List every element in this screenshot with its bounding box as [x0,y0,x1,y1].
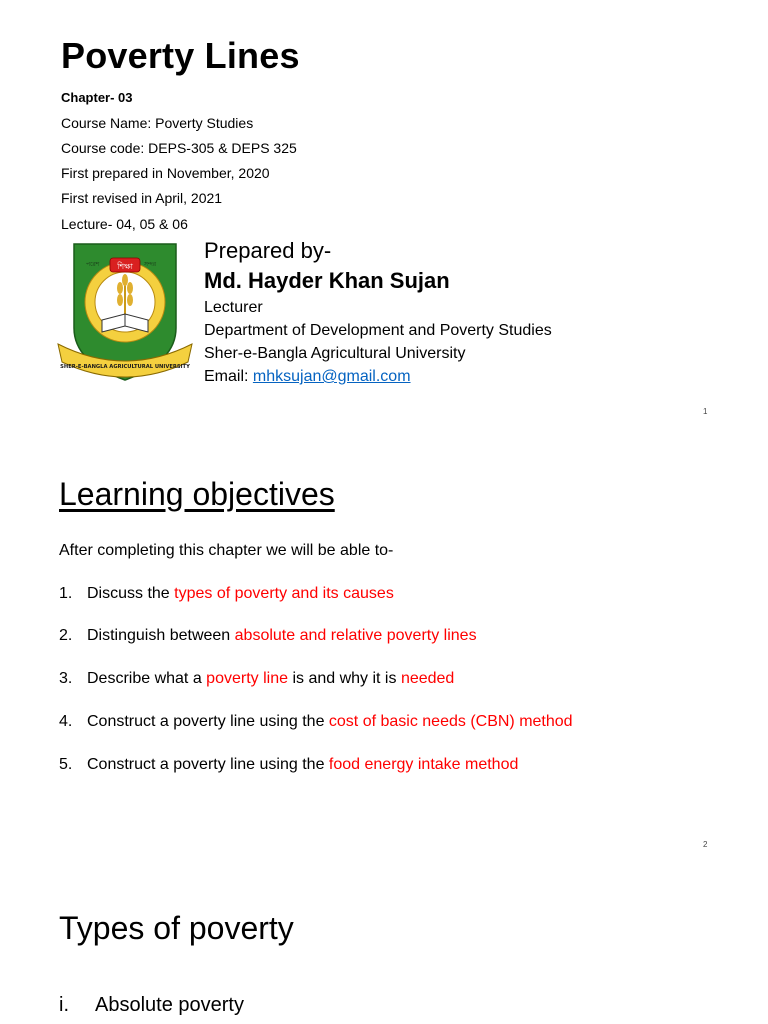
objective-item [59,627,477,645]
poverty-type-number: i. [59,994,69,1016]
objective-highlight: cost of basic needs (CBN) method [328,713,573,730]
objective-item [59,756,518,774]
objective-text: Construct a poverty line using the [87,756,329,773]
prepared-by-label: Prepared by- [204,238,332,263]
course-code: Course code: DEPS-305 & DEPS 325 [61,140,297,156]
objective-item [59,713,573,731]
course-name: Course Name: Poverty Studies [61,115,254,131]
poverty-type-item [59,994,244,1017]
section-heading: Types of poverty [59,910,294,946]
objective-number: 3. [59,670,73,687]
logo-banner-text: শিক্ষা [117,262,133,271]
slide-title: Poverty Lines [61,35,300,76]
revised-date: First revised in April, 2021 [61,190,223,206]
author-name: Md. Hayder Khan Sujan [204,268,450,293]
page-number: 2 [703,840,708,849]
objective-number: 4. [59,713,73,730]
poverty-type-label: Absolute poverty [95,994,244,1016]
email-link[interactable]: mhksujan@gmail.com [252,368,411,385]
chapter-label: Chapter- 03 [61,90,133,105]
objective-number: 1. [59,585,73,602]
logo-top-left-text: পরেশ [86,261,100,268]
author-department: Department of Development and Poverty Studies [204,322,552,339]
objective-highlight: types of poverty and its causes [174,585,394,602]
objective-highlight: poverty line [206,670,288,687]
author-email-line [204,368,411,386]
email-label: Email: [204,368,253,385]
author-position: Lecturer [204,299,263,316]
lecture-numbers: Lecture- 04, 05 & 06 [61,216,188,232]
objective-text: Describe what a [87,670,207,687]
page-number: 1 [703,407,708,416]
objective-number: 5. [59,756,73,773]
author-university: Sher-e-Bangla Agricultural University [204,345,466,362]
objective-text: Construct a poverty line using the [87,713,329,730]
objective-item [59,585,394,603]
objective-number: 2. [59,627,73,644]
objective-highlight: food energy intake method [328,756,519,773]
objective-text: Discuss the [87,585,175,602]
objective-text: is and why it is [288,670,401,687]
university-logo [56,240,196,390]
logo-top-right-text: সন্দর [144,261,157,268]
objectives-intro: After completing this chapter we will be able to- [59,542,394,559]
objective-item [59,670,454,688]
objective-text: Distinguish between [87,627,235,644]
objective-highlight: absolute and relative poverty lines [234,627,477,644]
logo-ribbon-text: SHER-E-BANGLA AGRICULTURAL UNIVERSITY [60,364,190,370]
prepared-date: First prepared in November, 2020 [61,165,270,181]
objective-highlight: needed [400,670,455,687]
section-heading: Learning objectives [59,476,335,512]
